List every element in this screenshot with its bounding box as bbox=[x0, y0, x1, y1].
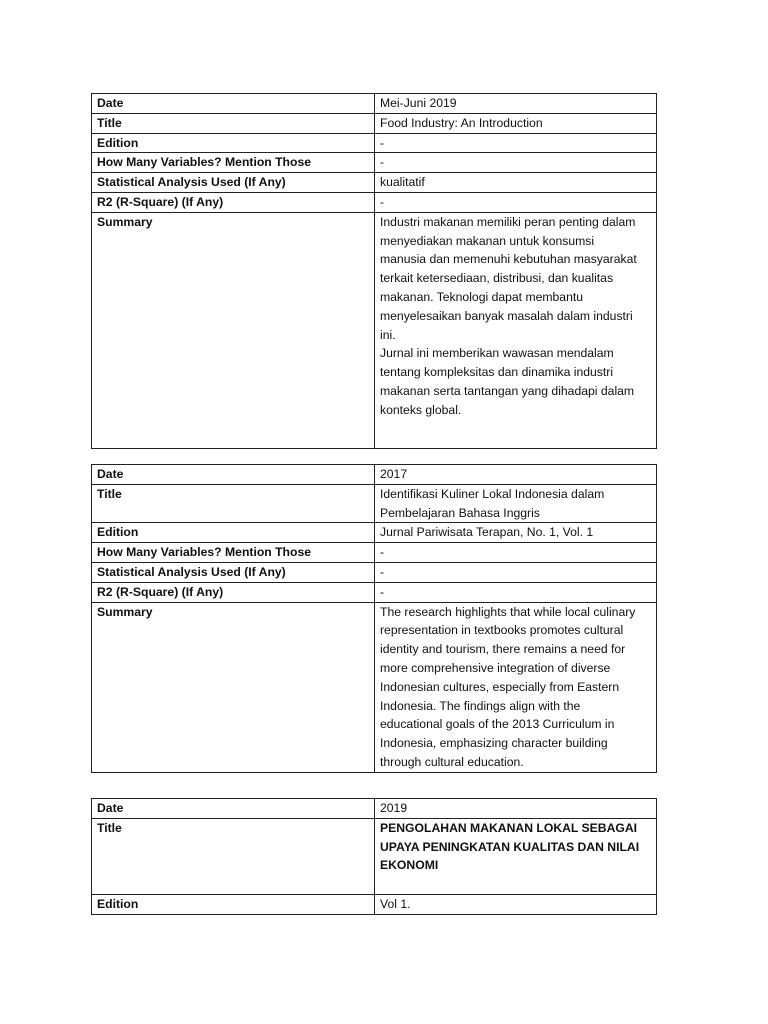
table-row bbox=[92, 94, 657, 114]
row-label: R2 (R-Square) (If Any) bbox=[92, 192, 375, 212]
row-label: Edition bbox=[92, 133, 375, 153]
row-label: Title bbox=[92, 113, 375, 133]
summary-text: Industri makanan memiliki peran penting dalam menyediakan makanan untuk konsumsi manusia dan memenuhi kebutuhan masyarakat terkait ketersediaan, distribusi, dan kualitas makanan. Teknologi dapat membantu menyelesaikan banyak masalah dalam industri ini. Jurnal ini memberikan wawasan mendalam tentang kompleksitas dan dinamika industri makanan serta tantangan yang dihadapi dalam konteks global. bbox=[380, 214, 637, 417]
row-value: Identifikasi Kuliner Lokal Indonesia dalam Pembelajaran Bahasa Inggris bbox=[375, 484, 657, 523]
row-label: Edition bbox=[92, 523, 375, 543]
row-value: Vol 1. bbox=[375, 895, 657, 915]
title-cell bbox=[375, 818, 657, 894]
cell-spacer bbox=[380, 875, 651, 894]
row-value: - bbox=[375, 153, 657, 173]
row-value: - bbox=[375, 582, 657, 602]
table-row bbox=[92, 799, 657, 819]
row-value: - bbox=[375, 543, 657, 563]
summary-text: The research highlights that while local culinary representation in textbooks promotes cultural identity and tourism, there remains a need for more comprehensive integration of diverse Indonesian cultures, especially from Eastern Indonesia. The findings align with the educational goals of the 2013 Curriculum in Indonesia, emphasizing character building through cultural education. bbox=[375, 602, 657, 772]
summary-cell bbox=[375, 212, 657, 448]
title-text: PENGOLAHAN MAKANAN LOKAL SEBAGAI UPAYA PENINGKATAN KUALITAS DAN NILAI EKONOMI bbox=[380, 820, 640, 873]
row-label: R2 (R-Square) (If Any) bbox=[92, 582, 375, 602]
table-row bbox=[92, 465, 657, 485]
row-label: Statistical Analysis Used (If Any) bbox=[92, 562, 375, 582]
row-value: - bbox=[375, 133, 657, 153]
table-row bbox=[92, 523, 657, 543]
row-value: kualitatif bbox=[375, 173, 657, 193]
table-row bbox=[92, 562, 657, 582]
row-label: Summary bbox=[92, 212, 375, 448]
review-table-2 bbox=[91, 464, 657, 773]
row-label: Date bbox=[92, 94, 375, 114]
cell-spacer bbox=[380, 420, 651, 448]
review-table-1 bbox=[91, 93, 657, 449]
table-row bbox=[92, 113, 657, 133]
row-value: Food Industry: An Introduction bbox=[375, 113, 657, 133]
row-label: Date bbox=[92, 465, 375, 485]
row-value: - bbox=[375, 562, 657, 582]
row-label: Date bbox=[92, 799, 375, 819]
review-table-3 bbox=[91, 798, 657, 915]
table-row bbox=[92, 153, 657, 173]
table-row bbox=[92, 133, 657, 153]
row-value: 2017 bbox=[375, 465, 657, 485]
row-label: Edition bbox=[92, 895, 375, 915]
row-value: Mei-Juni 2019 bbox=[375, 94, 657, 114]
table-row bbox=[92, 543, 657, 563]
table-row bbox=[92, 895, 657, 915]
row-label: Title bbox=[92, 818, 375, 894]
row-label: Title bbox=[92, 484, 375, 523]
table-row bbox=[92, 818, 657, 894]
row-label: How Many Variables? Mention Those bbox=[92, 543, 375, 563]
row-label: Statistical Analysis Used (If Any) bbox=[92, 173, 375, 193]
table-row bbox=[92, 582, 657, 602]
row-value: 2019 bbox=[375, 799, 657, 819]
table-row bbox=[92, 173, 657, 193]
table-row bbox=[92, 212, 657, 448]
row-label: Summary bbox=[92, 602, 375, 772]
table-row bbox=[92, 484, 657, 523]
table-row bbox=[92, 602, 657, 772]
row-value: Jurnal Pariwisata Terapan, No. 1, Vol. 1 bbox=[375, 523, 657, 543]
row-label: How Many Variables? Mention Those bbox=[92, 153, 375, 173]
row-value: - bbox=[375, 192, 657, 212]
table-row bbox=[92, 192, 657, 212]
